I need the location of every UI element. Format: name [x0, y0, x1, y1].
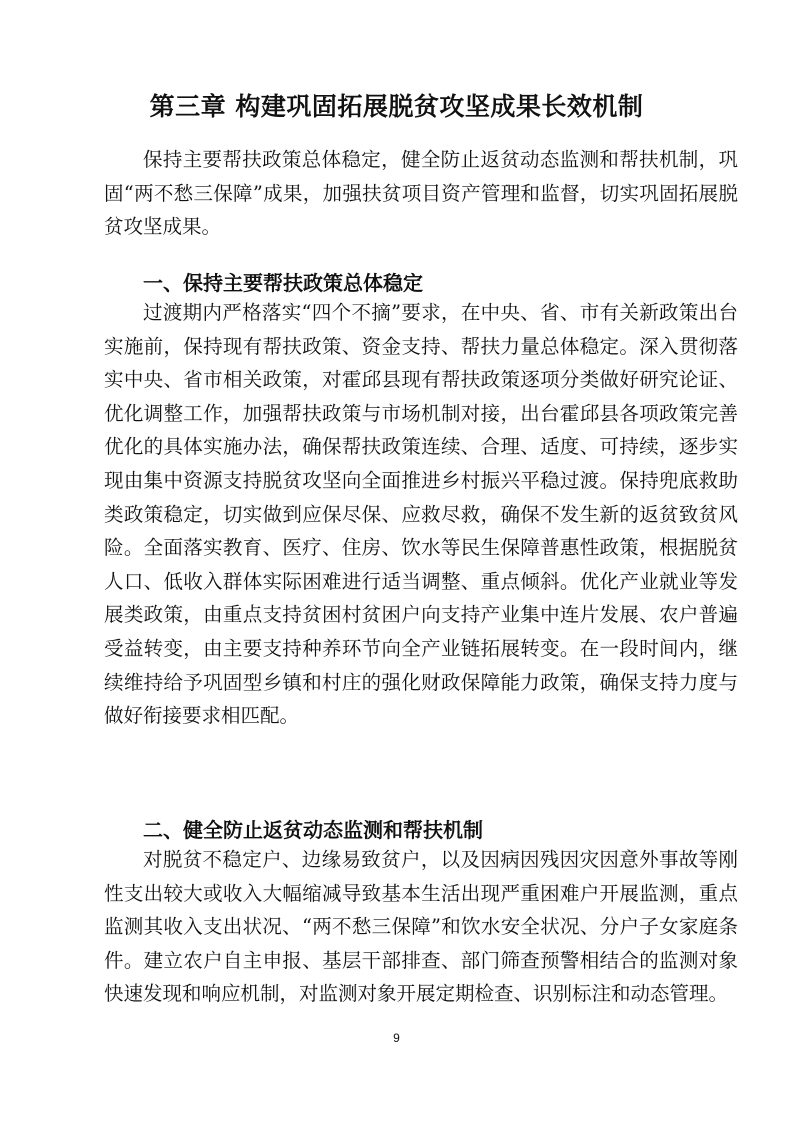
- section-2-block: [104, 843, 738, 1011]
- intro-block: [104, 143, 738, 244]
- section-1-paragraph: 过渡期内严格落实“四个不摘”要求，在中央、省、市有关新政策出台实施前，保持现有帮扶政策、资金支持、帮扶力量总体稳定。深入贯彻落实中央、省市相关政策，对霍邱县现有帮扶政策逐项分类做好研究论证、优化调整工作，加强帮扶政策与市场机制对接，出台霍邱县各项政策完善优化的具体实施办法，确保帮扶政策连续、合理、适度、可持续，逐步实现由集中资源支持脱贫攻坚向全面推进乡村振兴平稳过渡。保持兜底救助类政策稳定，切实做到应保尽保、应救尽救，确保不发生新的返贫致贫风险。全面落实教育、医疗、住房、饮水等民生保障普惠性政策，根据脱贫人口、低收入群体实际困难进行适当调整、重点倾斜。优化产业就业等发展类政策，由重点支持贫困村贫困户向支持产业集中连片发展、农户普遍受益转变，由主要支持种养环节向全产业链拓展转变。在一段时间内，继续维持给予巩固型乡镇和村庄的强化财政保障能力政策，确保支持力度与做好衔接要求相匹配。: [104, 301, 738, 728]
- section-1-heading: 一、保持主要帮扶政策总体稳定: [143, 271, 423, 295]
- page-number: 9: [393, 1031, 400, 1045]
- chapter-title: 第三章 构建巩固拓展脱贫攻坚成果长效机制: [149, 92, 644, 121]
- section-2-paragraph: 对脱贫不稳定户、边缘易致贫户，以及因病因残因灾因意外事故等刚性支出较大或收入大幅缩减导致基本生活出现严重困难户开展监测，重点监测其收入支出状况、“两不愁三保障”和饮水安全状况、分户子女家庭条件。建立农户自主申报、基层干部排查、部门筛查预警相结合的监测对象快速发现和响应机制，对监测对象开展定期检查、识别标注和动态管理。: [104, 848, 738, 1006]
- section-1-block: [104, 296, 738, 733]
- intro-paragraph: 保持主要帮扶政策总体稳定，健全防止返贫动态监测和帮扶机制，巩固“两不愁三保障”成果，加强扶贫项目资产管理和监督，切实巩固拓展脱贫攻坚成果。: [104, 148, 738, 239]
- section-2-heading: 二、健全防止返贫动态监测和帮扶机制: [143, 818, 483, 842]
